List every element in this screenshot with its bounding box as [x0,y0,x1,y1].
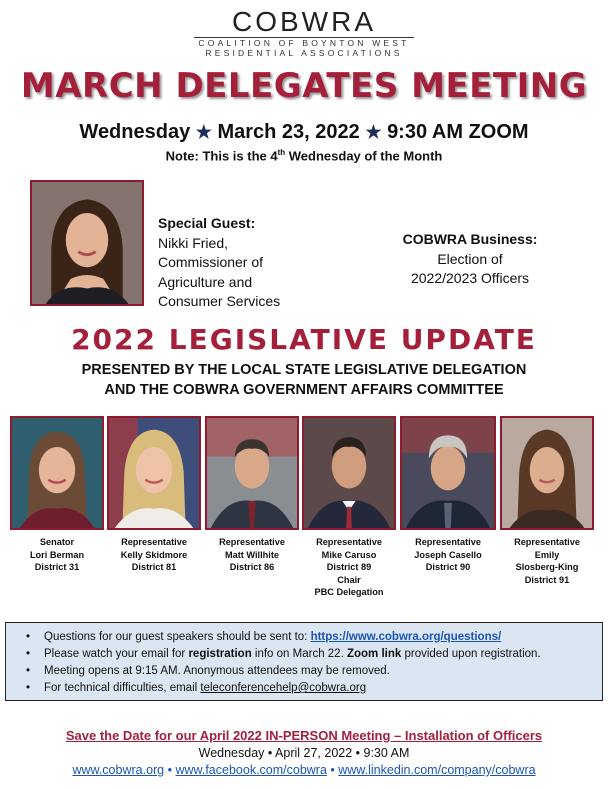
info-text: provided upon registration. [401,648,541,660]
note-suffix: Wednesday of the Month [285,148,443,164]
rep-caption-line: Representative [316,537,382,547]
rep-caption-line: District 91 [524,574,570,585]
rep-caption-casello [398,536,498,574]
info-text: For technical difficulties, email [44,682,201,694]
business-block [390,230,550,289]
rep-caption-line: Kelly Skidmore [120,549,188,560]
info-text: Questions for our guest speakers should be sent to: [44,631,311,643]
info-item-registration [26,646,602,663]
meeting-date: March 23, 2022 [217,121,360,143]
rep-photo-casello [400,416,496,530]
rep-caption-line: Chair [337,574,361,585]
logo-subtitle-1: COALITION OF BOYNTON WEST [198,38,410,48]
rep-caption-line: Matt Willhite [224,549,280,560]
rep-photo-berman [10,416,104,530]
special-guest-block [158,214,280,312]
rep-caption-line: PBC Delegation [314,587,384,597]
meeting-time: 9:30 AM ZOOM [387,121,529,143]
special-guest-label: Special Guest: [158,215,256,231]
save-the-date: Save the Date for our April 2022 IN-PERSON Meeting – Installation of Officers [65,728,543,743]
website-link[interactable]: www.cobwra.org [72,763,165,777]
rep-photo-willhite [205,416,299,530]
info-box [5,622,603,701]
info-text-bold: Zoom link [346,648,402,660]
linkedin-link[interactable]: www.linkedin.com/company/cobwra [338,763,536,777]
rep-caption-line: Representative [415,537,481,547]
info-item-tech [26,680,602,697]
rep-caption-line: Representative [121,537,187,547]
legislative-title: 2022 LEGISLATIVE UPDATE [71,323,537,356]
rep-caption-line: District 90 [425,562,471,572]
footer-links [0,763,608,777]
rep-caption-line: Representative [219,537,285,547]
page-title: MARCH DELEGATES MEETING [20,66,588,106]
star-icon: ★ [365,122,382,142]
info-text: Meeting opens at 9:15 AM. Anonymous attendees may be removed. [44,665,390,677]
meeting-note [0,148,608,163]
info-item-questions [26,629,602,646]
special-guest-line: Commissioner of [158,254,264,270]
guest-photo [30,180,144,306]
meeting-day: Wednesday [79,121,191,143]
note-sup: th [277,148,286,157]
rep-photo-skidmore [107,416,201,530]
rep-caption-line: Lori Berman [29,549,85,560]
star-icon: ★ [195,122,212,142]
presented-line-1: PRESENTED BY THE LOCAL STATE LEGISLATIVE DELEGATION [81,362,527,378]
rep-caption-line: Representative [514,537,580,547]
rep-caption-line: Senator [39,537,75,547]
rep-caption-line: Joseph Casello [414,549,482,560]
presented-by [0,360,608,400]
rep-caption-line: Slosberg-King [515,562,579,572]
info-text: info on March 22. [251,648,347,660]
special-guest-line: Agriculture and [158,273,253,290]
rep-caption-line: District 81 [131,562,177,572]
questions-link[interactable]: https://www.cobwra.org/questions/ [310,631,502,643]
rep-photo-slosberg-king [500,416,594,530]
rep-photo-caruso [302,416,396,530]
rep-caption-willhite [202,536,302,574]
special-guest-line: Nikki Fried, [158,234,229,251]
rep-caption-line: Mike Caruso [321,549,377,560]
tech-email-link[interactable]: teleconferencehelp@cobwra.org [200,682,367,694]
footer-separator: • [326,763,339,777]
presented-line-2: AND THE COBWRA GOVERNMENT AFFAIRS COMMITTEE [104,382,504,398]
business-line: Election of [437,250,503,267]
business-line: 2022/2023 Officers [410,270,530,286]
rep-caption-slosberg-king [497,536,597,586]
logo-wordmark: COBWRA [232,6,376,37]
logo-subtitle-2: RESIDENTIAL ASSOCIATIONS [205,48,403,58]
info-text-bold: registration [188,648,252,660]
rep-caption-line: District 31 [34,562,80,572]
info-item-opens [26,663,602,680]
rep-caption-caruso [299,536,399,599]
rep-caption-line: District 86 [229,562,275,572]
rep-caption-line: Emily [534,549,560,560]
rep-caption-skidmore [104,536,204,574]
rep-caption-line: District 89 [326,562,372,572]
facebook-link[interactable]: www.facebook.com/cobwra [175,763,327,777]
cobwra-logo [0,8,608,58]
special-guest-line: Consumer Services [158,293,281,309]
info-text: Please watch your email for [44,648,189,660]
rep-caption-berman [7,536,107,574]
footer-separator: • [164,763,176,777]
april-meeting-line: Wednesday • April 27, 2022 • 9:30 AM [198,746,410,760]
note-prefix: Note: This is the 4 [165,148,278,164]
meeting-date-line [0,121,608,144]
info-list [6,623,602,697]
business-label: COBWRA Business: [402,231,538,247]
